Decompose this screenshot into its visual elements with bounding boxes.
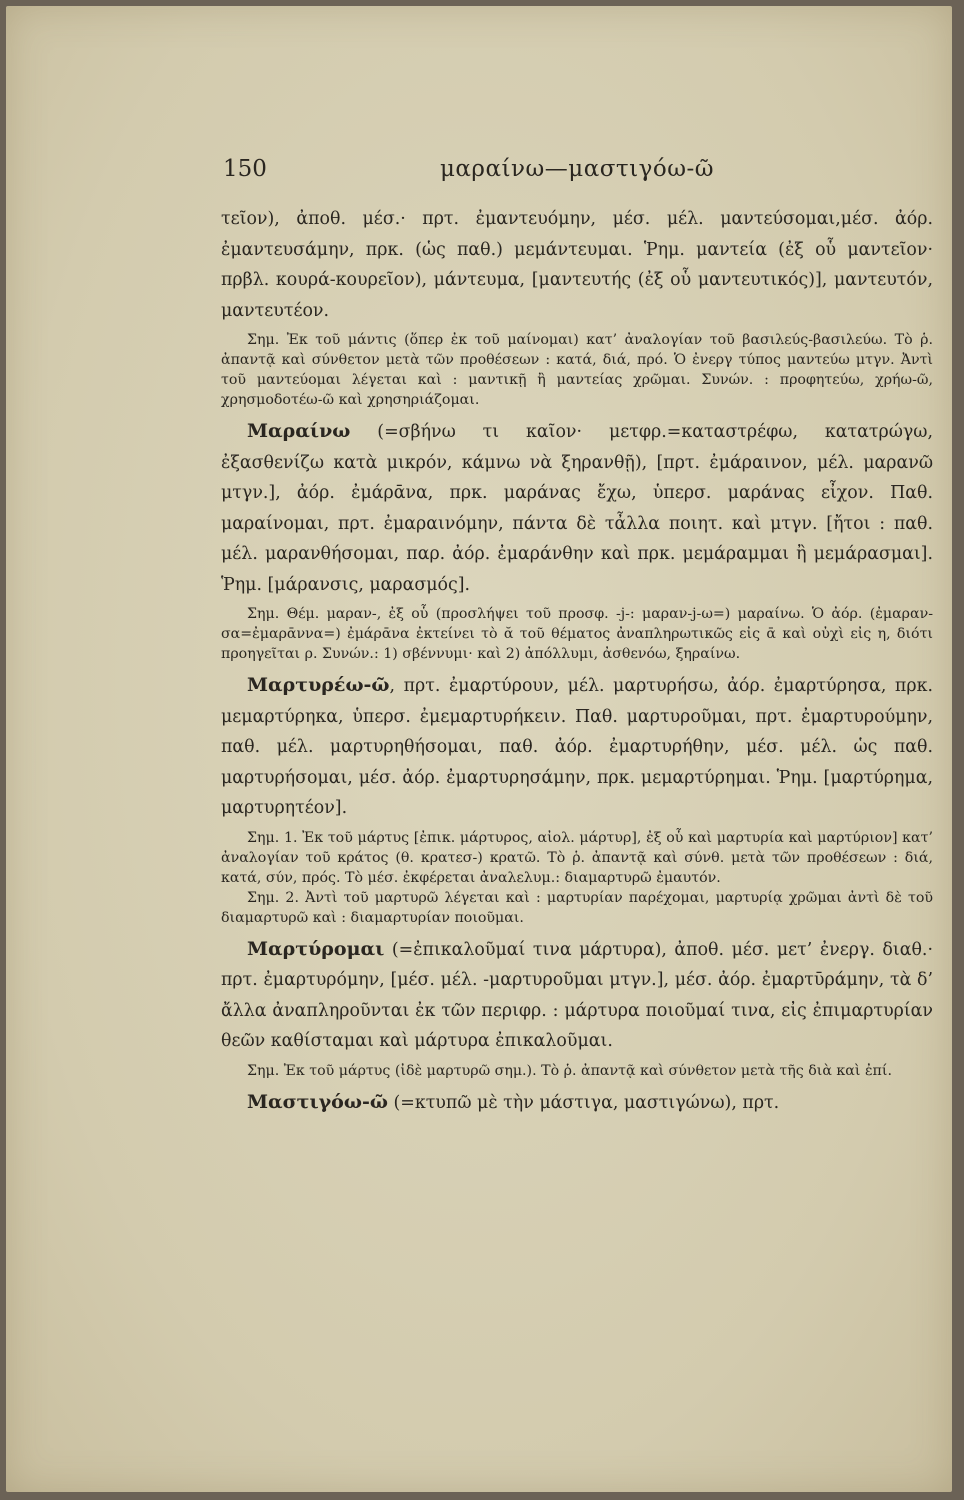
note-paragraph: Σημ. Θέμ. μαραν-, ἐξ οὗ (προσλήψει τοῦ προσφ. -j-: μαραν-j-ω=) μαραίνω. Ὁ ἀόρ. (ἐμαραν-σα=ἐμαρᾱννα=) ἐμάρᾱνα ἐκτείνει τὸ ᾰ τοῦ θέματος ἀναπληρωτικῶς εἰς ᾱ καὶ οὐχὶ εἰς η, διότι προηγεῖται ρ. Συνών.: 1) σβέννυμι· καὶ 2) ἀπόλλυμι, ἀσθενόω, ξηραίνω. <box>221 606 933 662</box>
note-paragraph: Σημ. Ἐκ τοῦ μάντις (ὅπερ ἐκ τοῦ μαίνομαι) κατ’ ἀναλογίαν τοῦ βασιλεύς-βασιλεύω. Τὸ ῥ. ἀπαντᾷ καὶ σύνθετον μετὰ τῶν προθέσεων : κατά, διά, πρό. Ὁ ἐνεργ τύπος μαντεύω μτγν. Ἀντὶ τοῦ μαντεύομαι λέγεται καὶ : μαντικῇ ἢ μαντείας χρῶμαι. Συνών. : προφητεύω, χρήω-ῶ, χρησμοδοτέω-ῶ καὶ χρησηριάζομαι. <box>221 332 933 408</box>
note-paragraph: Σημ. 1. Ἐκ τοῦ μάρτυς [ἐπικ. μάρτυρος, αἰολ. μάρτυρ], ἐξ οὗ καὶ μαρτυρία καὶ μαρτύριον] κατ’ ἀναλογίαν τοῦ κράτος (θ. κρατεσ-) κρατῶ. Τὸ ῥ. ἀπαντᾷ καὶ σύνθ. μετὰ τῶν προθέσεων : διά, κατά, σύν, πρός. Τὸ μέσ. ἐκφέρεται ἀναλελυμ.: διαμαρτυρῶ ἐμαυτόν. <box>221 829 933 886</box>
entry-body: (=ἐπικαλοῦμαί τινα μάρτυρα), ἀποθ. μέσ. μετ’ ἐνεργ. διαθ.· πρτ. ἐμαρτυρόμην, [μέσ. μέλ. -μαρτυροῦμαι μτγν.], μέσ. ἀόρ. ἐμαρτῡράμην, τὰ δ’ ἄλλα ἀναπληροῦνται ἐκ τῶν περιφρ. : μάρτυρα ποιοῦμαί τινα, εἰς ἐπιμαρτυρίαν θεῶν καθίσταμαι καὶ μάρτυρα ἐπικαλοῦμαι. <box>221 939 933 1051</box>
entry-lemma: Μαρτυρέω-ῶ <box>247 674 390 696</box>
entry-paragraph <box>221 934 933 1057</box>
entry-lemma: Μαραίνω <box>247 420 351 442</box>
dictionary-entry <box>221 1087 933 1119</box>
dictionary-entry <box>221 934 933 1057</box>
running-head: μαραίνω—μαστιγόω-ῶ <box>439 156 715 182</box>
page-number: 150 <box>223 156 267 182</box>
page-sheet <box>6 6 952 1492</box>
note-block <box>221 1061 933 1081</box>
entry-paragraph <box>221 416 933 600</box>
note-paragraph: Σημ. 2. Ἀντὶ τοῦ μαρτυρῶ λέγεται καὶ : μαρτυρίαν παρέχομαι, μαρτυρίᾳ χρῶμαι ἀντὶ δὲ τοῦ διαμαρτυρῶ καὶ : διαμαρτυρίαν ποιοῦμαι. <box>221 889 933 926</box>
page-content <box>221 156 933 1118</box>
entry-lemma: Μαστιγόω-ῶ <box>247 1090 388 1113</box>
entry-lemma: Μαρτύρομαι <box>247 937 385 960</box>
entry-continuation: τεῖον), ἀποθ. μέσ.· πρτ. ἐμαντευόμην, μέσ. μέλ. μαντεύσομαι,μέσ. ἀόρ. ἐμαντευσάμην, πρκ. (ὡς παθ.) μεμάντευμαι. Ῥημ. μαντεία (ἐξ οὗ μαντεῖον· πρβλ. κουρά-κουρεῖον), μάντευμα, [μαντευτής (ἐξ οὗ μαντευτικός)], μαντευτόν, μαντευτέον. <box>221 209 933 321</box>
dictionary-entry <box>221 670 933 824</box>
entry-paragraph <box>221 1087 933 1119</box>
paragraph-main <box>221 204 933 326</box>
entry-body: (=σβήνω τι καῖον· μετφρ.=καταστρέφω, κατατρώγω, ἐξασθενίζω κατὰ μικρόν, κάμνω νὰ ξηρανθῇ), [πρτ. ἐμάραινον, μέλ. μαρανῶ μτγν.], ἀόρ. ἐμάρᾱνα, πρκ. μαράνας ἔχω, ὑπερσ. μαράνας εἶχον. Παθ. μαραίνομαι, πρτ. ἐμαραινόμην, πάντα δὲ τἆλλα ποιητ. καὶ μτγν. [ἤτοι : παθ. μέλ. μαρανθήσομαι, παρ. ἀόρ. ἐμαράνθην καὶ πρκ. μεμάραμμαι ἢ μεμάρασμαι]. Ῥημ. [μάρανσις, μαρασμός]. <box>221 422 933 595</box>
note-block <box>221 828 933 928</box>
entry-paragraph <box>221 670 933 824</box>
entry-body: , πρτ. ἐμαρτύρουν, μέλ. μαρτυρήσω, ἀόρ. ἐμαρτύρησα, πρκ. μεμαρτύρηκα, ὑπερσ. ἐμεμαρτυρήκειν. Παθ. μαρτυροῦμαι, πρτ. ἐμαρτυρούμην, παθ. μέλ. μαρτυρηθήσομαι, παθ. ἀόρ. ἐμαρτυρήθην, μέσ. μέλ. ὡς παθ. μαρτυρήσομαι, μέσ. ἀόρ. ἐμαρτυρησάμην, πρκ. μεμαρτύρημαι. Ῥημ. [μαρτύρημα, μαρτυρητέον]. <box>221 676 933 818</box>
page-header <box>221 156 933 196</box>
dictionary-entry <box>221 416 933 600</box>
entry-body: (=κτυπῶ μὲ τὴν μάστιγα, μαστιγώνω), πρτ. <box>387 1092 780 1113</box>
note-block <box>221 330 933 410</box>
note-paragraph: Σημ. Ἐκ τοῦ μάρτυς (ἰδὲ μαρτυρῶ σημ.). Τὸ ῥ. ἀπαντᾷ καὶ σύνθετον μετὰ τῆς διὰ καὶ ἐπί. <box>247 1062 892 1079</box>
note-block <box>221 604 933 664</box>
